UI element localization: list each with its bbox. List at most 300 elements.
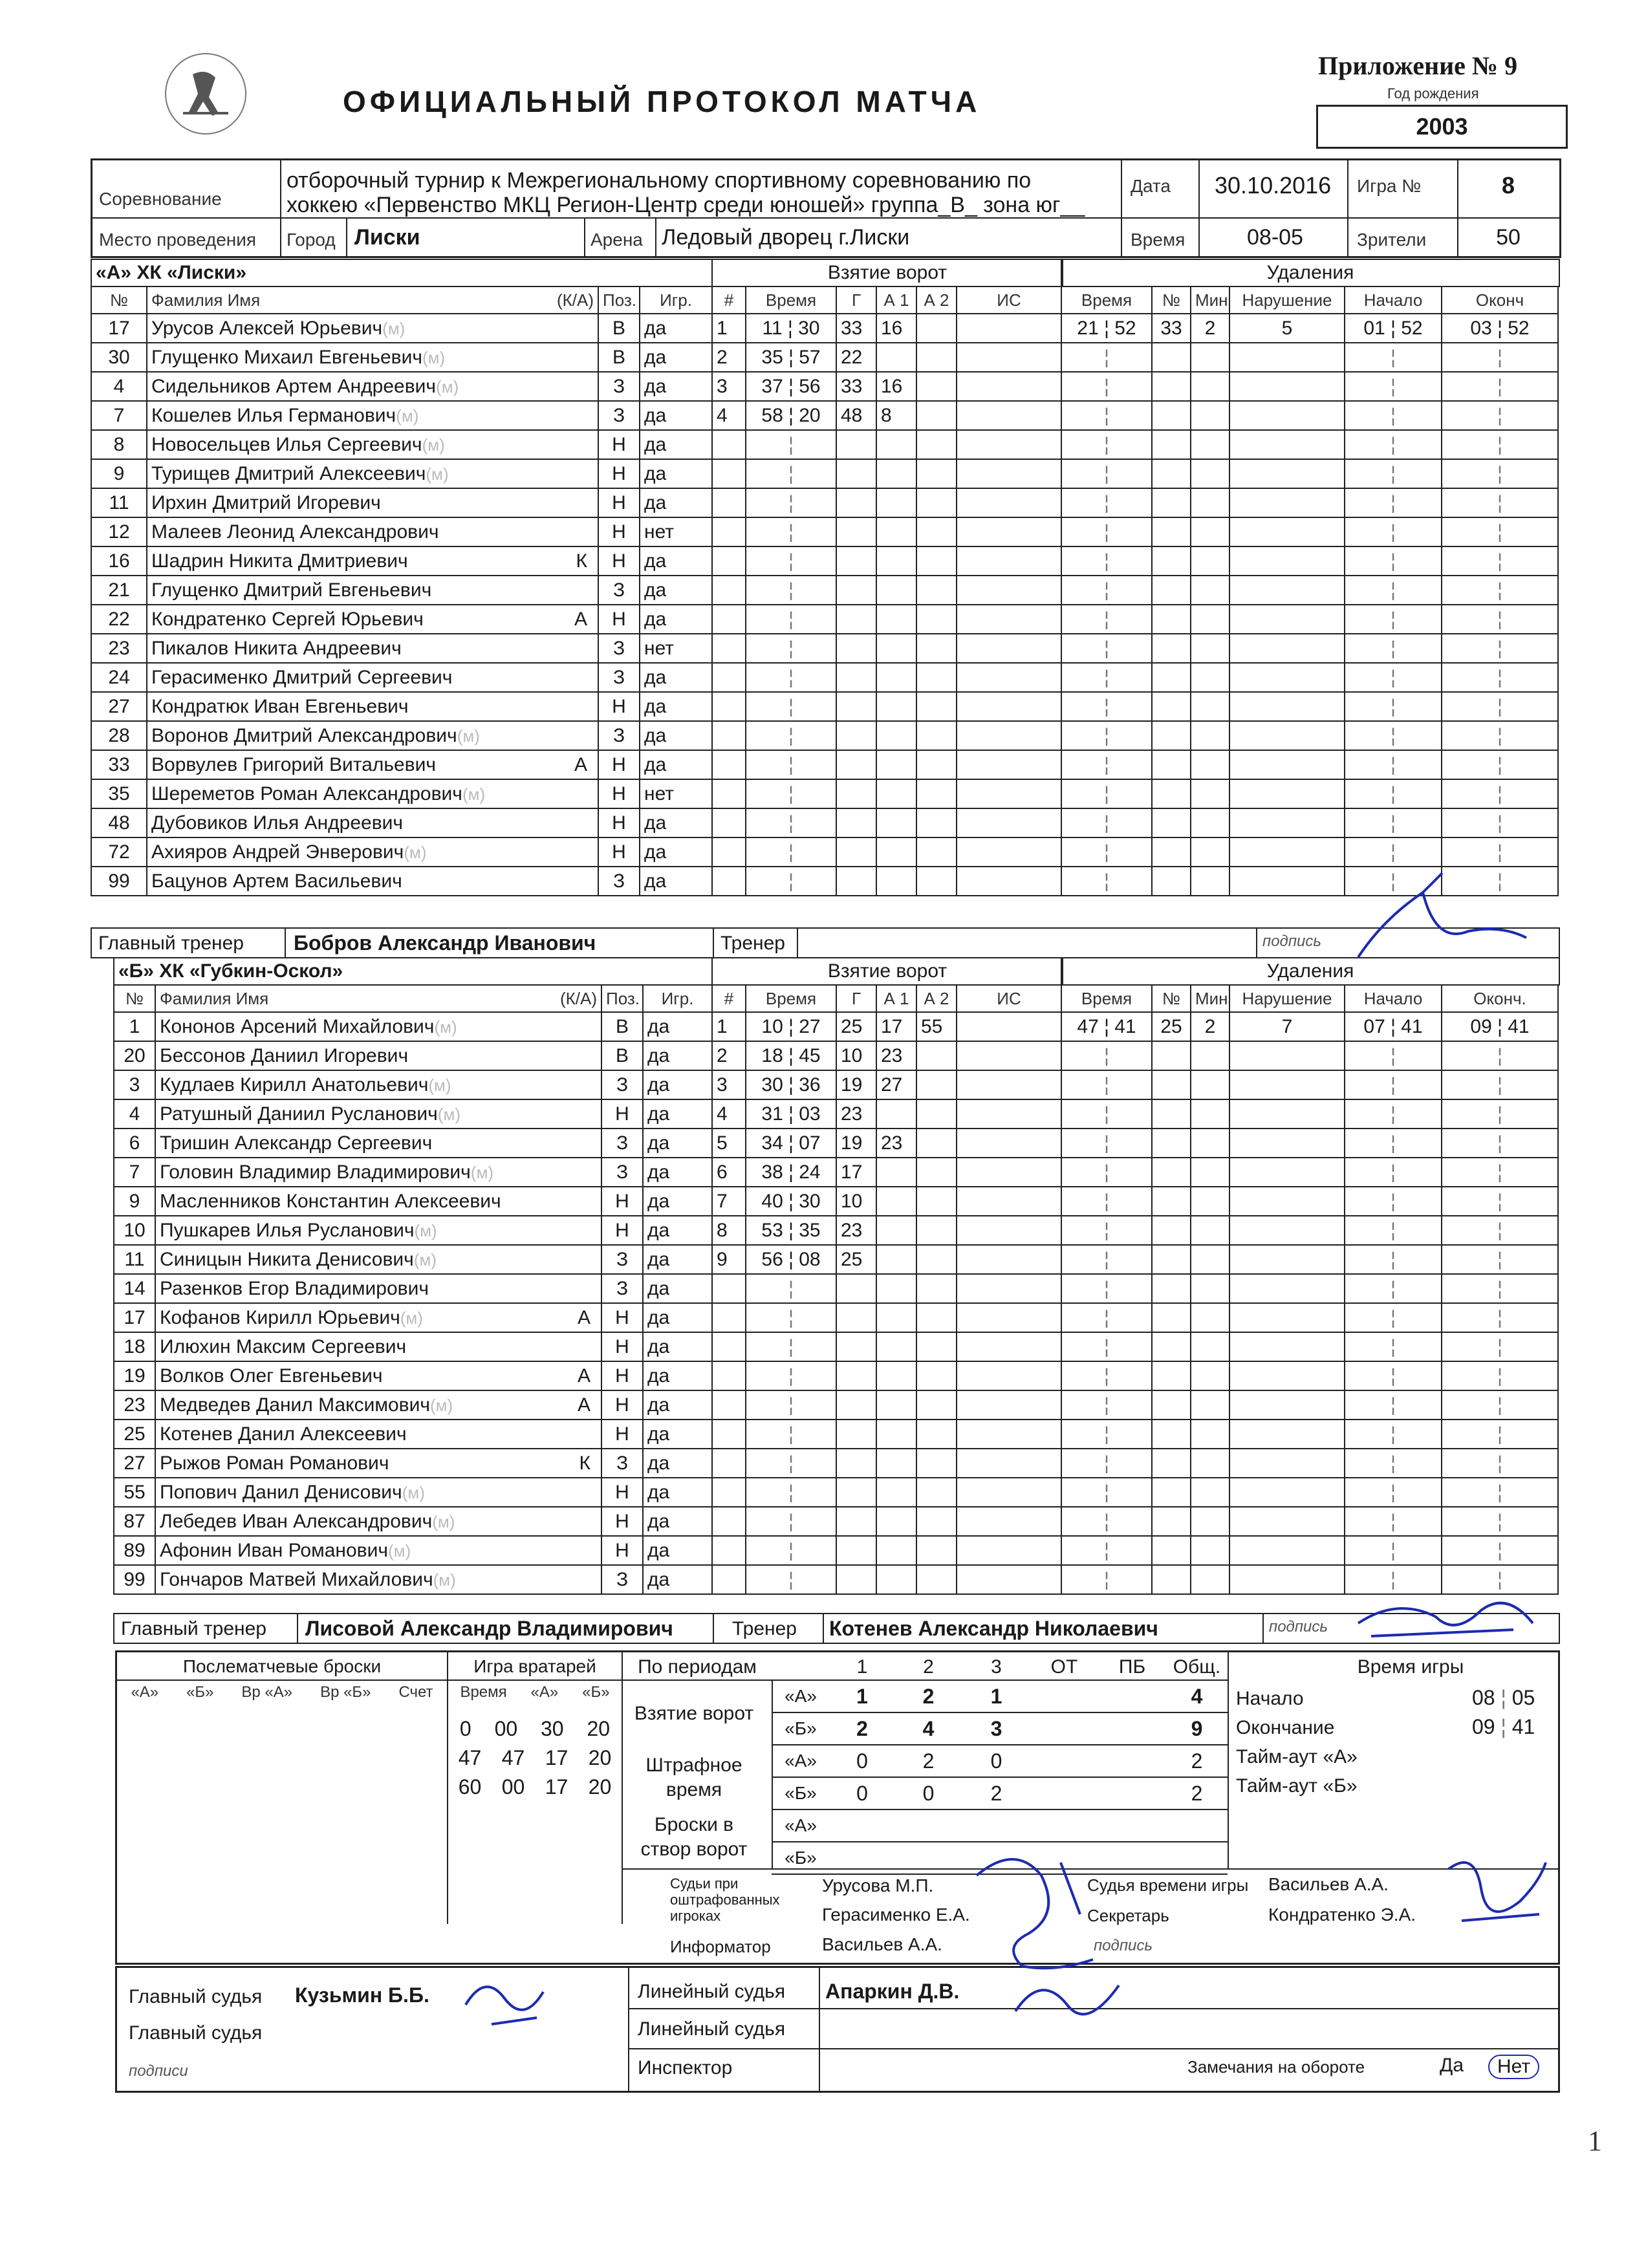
period-team-tag: «Б» <box>785 1783 817 1803</box>
goal-time: ¦ <box>746 1565 836 1594</box>
penalty-time: ¦ <box>1061 692 1152 721</box>
goal-assist-2 <box>916 808 957 837</box>
goal-col-time: Время <box>746 985 836 1012</box>
goal-scorer <box>836 1449 876 1478</box>
player-row <box>114 1129 712 1158</box>
penalty-end: ¦ <box>1442 1245 1558 1274</box>
goal-time: ¦ <box>746 488 836 517</box>
player-name: Лебедев Иван Александрович(м) <box>155 1507 601 1536</box>
penalty-start: ¦ <box>1345 401 1442 430</box>
player-played: да <box>640 430 712 459</box>
penalty-player <box>1152 1420 1191 1449</box>
player-row <box>114 1332 712 1361</box>
goal-time: ¦ <box>746 721 836 750</box>
penalty-start: ¦ <box>1345 692 1442 721</box>
goal-assist-2 <box>916 459 957 488</box>
player-number: 25 <box>114 1420 155 1449</box>
penalty-player <box>1152 1129 1191 1158</box>
penalty-minutes <box>1191 663 1229 692</box>
goal-assist-2 <box>916 721 957 750</box>
penalty-foul <box>1229 576 1345 605</box>
penalty-end: ¦ <box>1442 1420 1558 1449</box>
player-name: Гончаров Матвей Михайлович(м) <box>155 1565 601 1594</box>
penalty-box-1: Урусова М.П. <box>822 1875 934 1895</box>
period-value: 1 <box>990 1684 1002 1708</box>
player-row <box>114 1565 712 1594</box>
penalty-time: ¦ <box>1061 837 1152 867</box>
player-played: да <box>640 808 712 837</box>
penalty-player <box>1152 605 1191 634</box>
goal-assist-2 <box>916 1303 957 1332</box>
player-played: да <box>640 663 712 692</box>
penalty-start: ¦ <box>1345 1158 1442 1187</box>
goal-situation <box>957 1507 1061 1536</box>
penalty-minutes <box>1191 1303 1229 1332</box>
player-played: нет <box>640 634 712 663</box>
player-number: 12 <box>91 517 147 546</box>
goalie-a: 30 <box>541 1717 564 1740</box>
goalie-col: «А» <box>530 1683 559 1701</box>
player-name: Дубовиков Илья Андреевич <box>147 808 598 837</box>
goalie-min: 0 <box>459 1717 471 1740</box>
penalty-end: ¦ <box>1442 721 1558 750</box>
period-value: 2 <box>922 1749 935 1773</box>
player-position: З <box>601 1565 643 1594</box>
goal-assist-1 <box>876 546 916 576</box>
goal-assist-2 <box>916 1274 957 1303</box>
timekeeper: Васильев А.А. <box>1268 1874 1389 1894</box>
penalty-start: ¦ <box>1345 1070 1442 1099</box>
penalty-foul <box>1229 1245 1345 1274</box>
goal-row <box>712 1041 1061 1070</box>
penalty-start: ¦ <box>1345 1420 1442 1449</box>
penalty-time: ¦ <box>1061 663 1152 692</box>
player-position: В <box>601 1012 643 1041</box>
penalty-foul <box>1229 1187 1345 1216</box>
penalty-time: ¦ <box>1061 1420 1152 1449</box>
goal-assist-1 <box>876 1187 916 1216</box>
penalty-foul <box>1229 546 1345 576</box>
team-a-penalties-title: Удаления <box>1061 259 1560 287</box>
goal-assist-2 <box>916 343 957 372</box>
penalty-time: ¦ <box>1061 605 1152 634</box>
goal-time: ¦ <box>746 605 836 634</box>
penalty-end: ¦ <box>1442 1478 1558 1507</box>
player-position: З <box>598 372 640 401</box>
goal-assist-1 <box>876 1361 916 1390</box>
penalty-end: 03 ¦ 52 <box>1442 314 1558 343</box>
player-row <box>114 1303 712 1332</box>
goal-scorer <box>836 721 876 750</box>
penalty-time: ¦ <box>1061 1449 1152 1478</box>
city-label: Город <box>287 230 336 250</box>
penalty-minutes <box>1191 634 1229 663</box>
goal-assist-1 <box>876 517 916 546</box>
player-number: 18 <box>114 1332 155 1361</box>
penalty-time: ¦ <box>1061 1390 1152 1420</box>
goal-number <box>712 546 746 576</box>
penalty-foul <box>1229 1216 1345 1245</box>
goal-situation <box>957 867 1061 896</box>
goal-time: ¦ <box>746 1507 836 1536</box>
goal-time: 53 ¦ 35 <box>746 1216 836 1245</box>
goal-row <box>712 546 1061 576</box>
player-row <box>91 430 712 459</box>
player-name: Ахияров Андрей Энверович(м) <box>147 837 598 867</box>
goal-row <box>712 663 1061 692</box>
penalty-minutes <box>1191 1478 1229 1507</box>
player-played: да <box>643 1216 712 1245</box>
goal-row <box>712 721 1061 750</box>
shootout-title: Послематчевые броски <box>182 1656 382 1676</box>
player-played: да <box>643 1536 712 1565</box>
penalty-player <box>1152 634 1191 663</box>
penalty-minutes <box>1191 1187 1229 1216</box>
pen-col-time: Время <box>1061 985 1152 1012</box>
player-number: 3 <box>114 1070 155 1099</box>
player-row <box>91 779 712 808</box>
start-label: Начало <box>1236 1688 1304 1709</box>
goal-assist-1 <box>876 1449 916 1478</box>
penalty-start: ¦ <box>1345 867 1442 896</box>
goal-situation <box>957 663 1061 692</box>
player-row <box>114 1041 712 1070</box>
player-name: Кондратенко Сергей Юрьевич А <box>147 605 598 634</box>
player-played: да <box>643 1245 712 1274</box>
penalty-time: ¦ <box>1061 1478 1152 1507</box>
penalty-time: ¦ <box>1061 1245 1152 1274</box>
goal-row <box>712 1361 1061 1390</box>
player-played: да <box>643 1361 712 1390</box>
linesman: Апаркин Д.В. <box>825 1980 960 2003</box>
goal-scorer <box>836 663 876 692</box>
penalty-row <box>1061 488 1558 517</box>
goal-scorer <box>836 1507 876 1536</box>
player-row <box>91 663 712 692</box>
penalty-player <box>1152 517 1191 546</box>
penalty-row <box>1061 1361 1558 1390</box>
goal-assist-1 <box>876 1099 916 1129</box>
goal-number <box>712 1507 746 1536</box>
player-name: Турищев Дмитрий Алексеевич(м) <box>147 459 598 488</box>
penalty-row <box>1061 1420 1558 1449</box>
goal-row <box>712 430 1061 459</box>
goal-assist-2 <box>916 430 957 459</box>
team-a-roster <box>91 259 713 896</box>
player-number: 87 <box>114 1507 155 1536</box>
player-played: да <box>640 837 712 867</box>
goal-scorer <box>836 1390 876 1420</box>
player-number: 11 <box>114 1245 155 1274</box>
goal-scorer <box>836 546 876 576</box>
penalty-time: ¦ <box>1061 1507 1152 1536</box>
goal-situation <box>957 1070 1061 1099</box>
team-b-sign-label: подпись <box>1269 1618 1328 1636</box>
penalty-end: ¦ <box>1442 1070 1558 1099</box>
penalty-time: ¦ <box>1061 1274 1152 1303</box>
penalty-player <box>1152 837 1191 867</box>
goal-row <box>712 1070 1061 1099</box>
player-position: З <box>601 1158 643 1187</box>
goal-col-num: # <box>712 985 746 1012</box>
player-position: З <box>598 663 640 692</box>
player-played: да <box>643 1478 712 1507</box>
goal-assist-2 <box>916 692 957 721</box>
goal-number <box>712 459 746 488</box>
penalty-row <box>1061 750 1558 779</box>
penalty-player <box>1152 1070 1191 1099</box>
penalty-player <box>1152 401 1191 430</box>
goal-number <box>712 1274 746 1303</box>
period-col: ПБ <box>1118 1656 1146 1678</box>
date-value: 30.10.2016 <box>1215 172 1332 199</box>
penalty-end: ¦ <box>1442 1041 1558 1070</box>
referee2-label: Главный судья <box>129 2022 263 2044</box>
period-shots-label-2: створ ворот <box>640 1839 748 1860</box>
goal-number: 5 <box>712 1129 746 1158</box>
team-b-name: «Б» ХК «Губкин-Оскол» <box>114 958 712 985</box>
player-position: З <box>601 1274 643 1303</box>
city-value: Лиски <box>354 225 420 250</box>
player-played: да <box>640 750 712 779</box>
referee: Кузьмин Б.Б. <box>295 1983 429 2007</box>
pen-col-end: Оконч. <box>1442 985 1558 1012</box>
goal-scorer: 25 <box>836 1245 876 1274</box>
player-position: Н <box>601 1536 643 1565</box>
penalty-player <box>1152 372 1191 401</box>
player-position: З <box>598 867 640 896</box>
goal-col-time: Время <box>746 286 836 314</box>
penalty-foul <box>1229 1158 1345 1187</box>
penalty-minutes <box>1191 1536 1229 1565</box>
penalty-player <box>1152 750 1191 779</box>
goal-row <box>712 459 1061 488</box>
goal-assist-2 <box>916 1332 957 1361</box>
player-played: да <box>640 721 712 750</box>
goal-row <box>712 1274 1061 1303</box>
penalty-start: 07 ¦ 41 <box>1345 1012 1442 1041</box>
goal-assist-2 <box>916 663 957 692</box>
player-row <box>91 634 712 663</box>
team-b-coach-label: Главный тренер <box>121 1618 266 1639</box>
player-number: 16 <box>91 546 147 576</box>
goal-col-is: ИС <box>957 286 1061 314</box>
player-row <box>114 1158 712 1187</box>
goal-assist-2 <box>916 605 957 634</box>
player-position: Н <box>598 837 640 867</box>
player-played: да <box>640 314 712 343</box>
player-row <box>91 546 712 576</box>
signature-secretary <box>1436 1843 1552 1940</box>
penalty-start: ¦ <box>1345 721 1442 750</box>
goal-assist-2 <box>916 1361 957 1390</box>
goal-assist-1: 23 <box>876 1041 916 1070</box>
goal-number <box>712 1478 746 1507</box>
penalty-minutes <box>1191 430 1229 459</box>
penalty-minutes <box>1191 576 1229 605</box>
player-number: 24 <box>91 663 147 692</box>
goal-scorer <box>836 605 876 634</box>
player-number: 10 <box>114 1216 155 1245</box>
player-played: нет <box>640 517 712 546</box>
goal-row <box>712 750 1061 779</box>
player-number: 23 <box>114 1390 155 1420</box>
penalty-start: ¦ <box>1345 779 1442 808</box>
player-number: 19 <box>114 1361 155 1390</box>
penalty-time: ¦ <box>1061 546 1152 576</box>
goal-assist-2 <box>916 779 957 808</box>
goal-situation <box>957 721 1061 750</box>
player-row <box>114 1361 712 1390</box>
goal-row <box>712 867 1061 896</box>
period-row <box>772 1745 1228 1778</box>
penalty-player <box>1152 576 1191 605</box>
goal-number: 3 <box>712 1070 746 1099</box>
goal-situation <box>957 314 1061 343</box>
goal-number <box>712 1303 746 1332</box>
penalty-end: ¦ <box>1442 1303 1558 1332</box>
goal-number <box>712 1361 746 1390</box>
penalty-end: ¦ <box>1442 1216 1558 1245</box>
penalty-row <box>1061 1332 1558 1361</box>
player-position: Н <box>598 779 640 808</box>
penalty-end: ¦ <box>1442 401 1558 430</box>
penalty-foul <box>1229 867 1345 896</box>
goal-row <box>712 808 1061 837</box>
penalty-end: ¦ <box>1442 1129 1558 1158</box>
player-played: да <box>643 1332 712 1361</box>
team-a-coach-row <box>91 927 1560 958</box>
goal-assist-1: 16 <box>876 314 916 343</box>
player-number: 7 <box>91 401 147 430</box>
player-number: 89 <box>114 1536 155 1565</box>
signature-a-coach <box>1345 867 1539 970</box>
penalty-end: ¦ <box>1442 808 1558 837</box>
goal-assist-2 <box>916 1041 957 1070</box>
informer: Васильев А.А. <box>822 1934 942 1954</box>
penalty-time: 47 ¦ 41 <box>1061 1012 1152 1041</box>
goal-situation <box>957 459 1061 488</box>
penalty-minutes <box>1191 1507 1229 1536</box>
shootout-col: «А» <box>131 1683 159 1701</box>
goal-assist-1: 17 <box>876 1012 916 1041</box>
goal-assist-1 <box>876 1274 916 1303</box>
goal-situation <box>957 837 1061 867</box>
penalty-minutes <box>1191 1274 1229 1303</box>
period-row <box>772 1778 1228 1810</box>
player-row <box>91 867 712 896</box>
player-number: 1 <box>114 1012 155 1041</box>
goal-time: 31 ¦ 03 <box>746 1099 836 1129</box>
penalty-start: ¦ <box>1345 634 1442 663</box>
goal-row <box>712 372 1061 401</box>
penalty-minutes <box>1191 517 1229 546</box>
goalie-col: Время <box>460 1683 507 1701</box>
penalty-minutes <box>1191 1449 1229 1478</box>
period-team-tag: «А» <box>785 1686 817 1706</box>
penalty-row <box>1061 721 1558 750</box>
timeout-b-label: Тайм-аут «Б» <box>1236 1775 1358 1797</box>
penalty-end: ¦ <box>1442 1361 1558 1390</box>
penalty-player <box>1152 459 1191 488</box>
goal-assist-1 <box>876 1216 916 1245</box>
penalty-foul <box>1229 343 1345 372</box>
goal-time: 18 ¦ 45 <box>746 1041 836 1070</box>
penalty-end: ¦ <box>1442 1565 1558 1594</box>
goal-time: ¦ <box>746 779 836 808</box>
goal-time: ¦ <box>746 750 836 779</box>
goal-assist-2 <box>916 837 957 867</box>
player-name: Тришин Александр Сергеевич <box>155 1129 601 1158</box>
player-row <box>91 459 712 488</box>
goal-assist-1 <box>876 1303 916 1332</box>
player-position: З <box>601 1129 643 1158</box>
player-position: З <box>598 634 640 663</box>
period-team-tag: «А» <box>785 1751 817 1771</box>
player-row <box>114 1012 712 1041</box>
goal-situation <box>957 1361 1061 1390</box>
penalty-row <box>1061 546 1558 576</box>
arena-value: Ледовый дворец г.Лиски <box>662 225 910 250</box>
penalty-time: ¦ <box>1061 1361 1152 1390</box>
penalty-time: ¦ <box>1061 750 1152 779</box>
penalty-start: ¦ <box>1345 1303 1442 1332</box>
penalty-box-2: Герасименко Е.А. <box>822 1905 970 1925</box>
goal-scorer: 23 <box>836 1099 876 1129</box>
goal-situation <box>957 1012 1061 1041</box>
player-number: 35 <box>91 779 147 808</box>
inspector-label: Инспектор <box>638 2057 733 2079</box>
penalty-minutes <box>1191 1420 1229 1449</box>
birth-year-value: 2003 <box>1316 105 1568 149</box>
penalty-minutes <box>1191 1129 1229 1158</box>
penalty-time: ¦ <box>1061 1187 1152 1216</box>
player-name: Разенков Егор Владимирович <box>155 1274 601 1303</box>
period-value: 0 <box>922 1781 935 1805</box>
goal-scorer: 33 <box>836 372 876 401</box>
penalty-foul <box>1229 1099 1345 1129</box>
period-team-tag: «Б» <box>785 1848 817 1868</box>
penalty-end: ¦ <box>1442 837 1558 867</box>
penalty-row <box>1061 1274 1558 1303</box>
goal-time: ¦ <box>746 1449 836 1478</box>
penalty-minutes: 2 <box>1191 1012 1229 1041</box>
goalie-sec: 00 <box>494 1717 518 1740</box>
player-name: Глущенко Михаил Евгеньевич(м) <box>147 343 598 372</box>
player-number: 7 <box>114 1158 155 1187</box>
goal-scorer <box>836 837 876 867</box>
penalty-foul <box>1229 1303 1345 1332</box>
page-title: ОФИЦИАЛЬНЫЙ ПРОТОКОЛ МАТЧА <box>343 85 981 118</box>
remarks-label: Замечания на обороте <box>1187 2057 1365 2077</box>
goal-scorer: 10 <box>836 1187 876 1216</box>
goal-assist-2 <box>916 1536 957 1565</box>
goal-scorer: 10 <box>836 1041 876 1070</box>
period-shots-label-1: Броски в <box>654 1814 734 1835</box>
logo <box>147 36 264 152</box>
goal-number <box>712 1536 746 1565</box>
penalty-row <box>1061 1303 1558 1332</box>
player-position: Н <box>598 808 640 837</box>
penalty-foul <box>1229 1070 1345 1099</box>
player-played: да <box>643 1565 712 1594</box>
goal-row <box>712 1449 1061 1478</box>
goal-col-g: Г <box>836 286 876 314</box>
player-row <box>91 372 712 401</box>
penalty-row <box>1061 663 1558 692</box>
goal-situation <box>957 401 1061 430</box>
player-name: Кудлаев Кирилл Анатольевич(м) <box>155 1070 601 1099</box>
